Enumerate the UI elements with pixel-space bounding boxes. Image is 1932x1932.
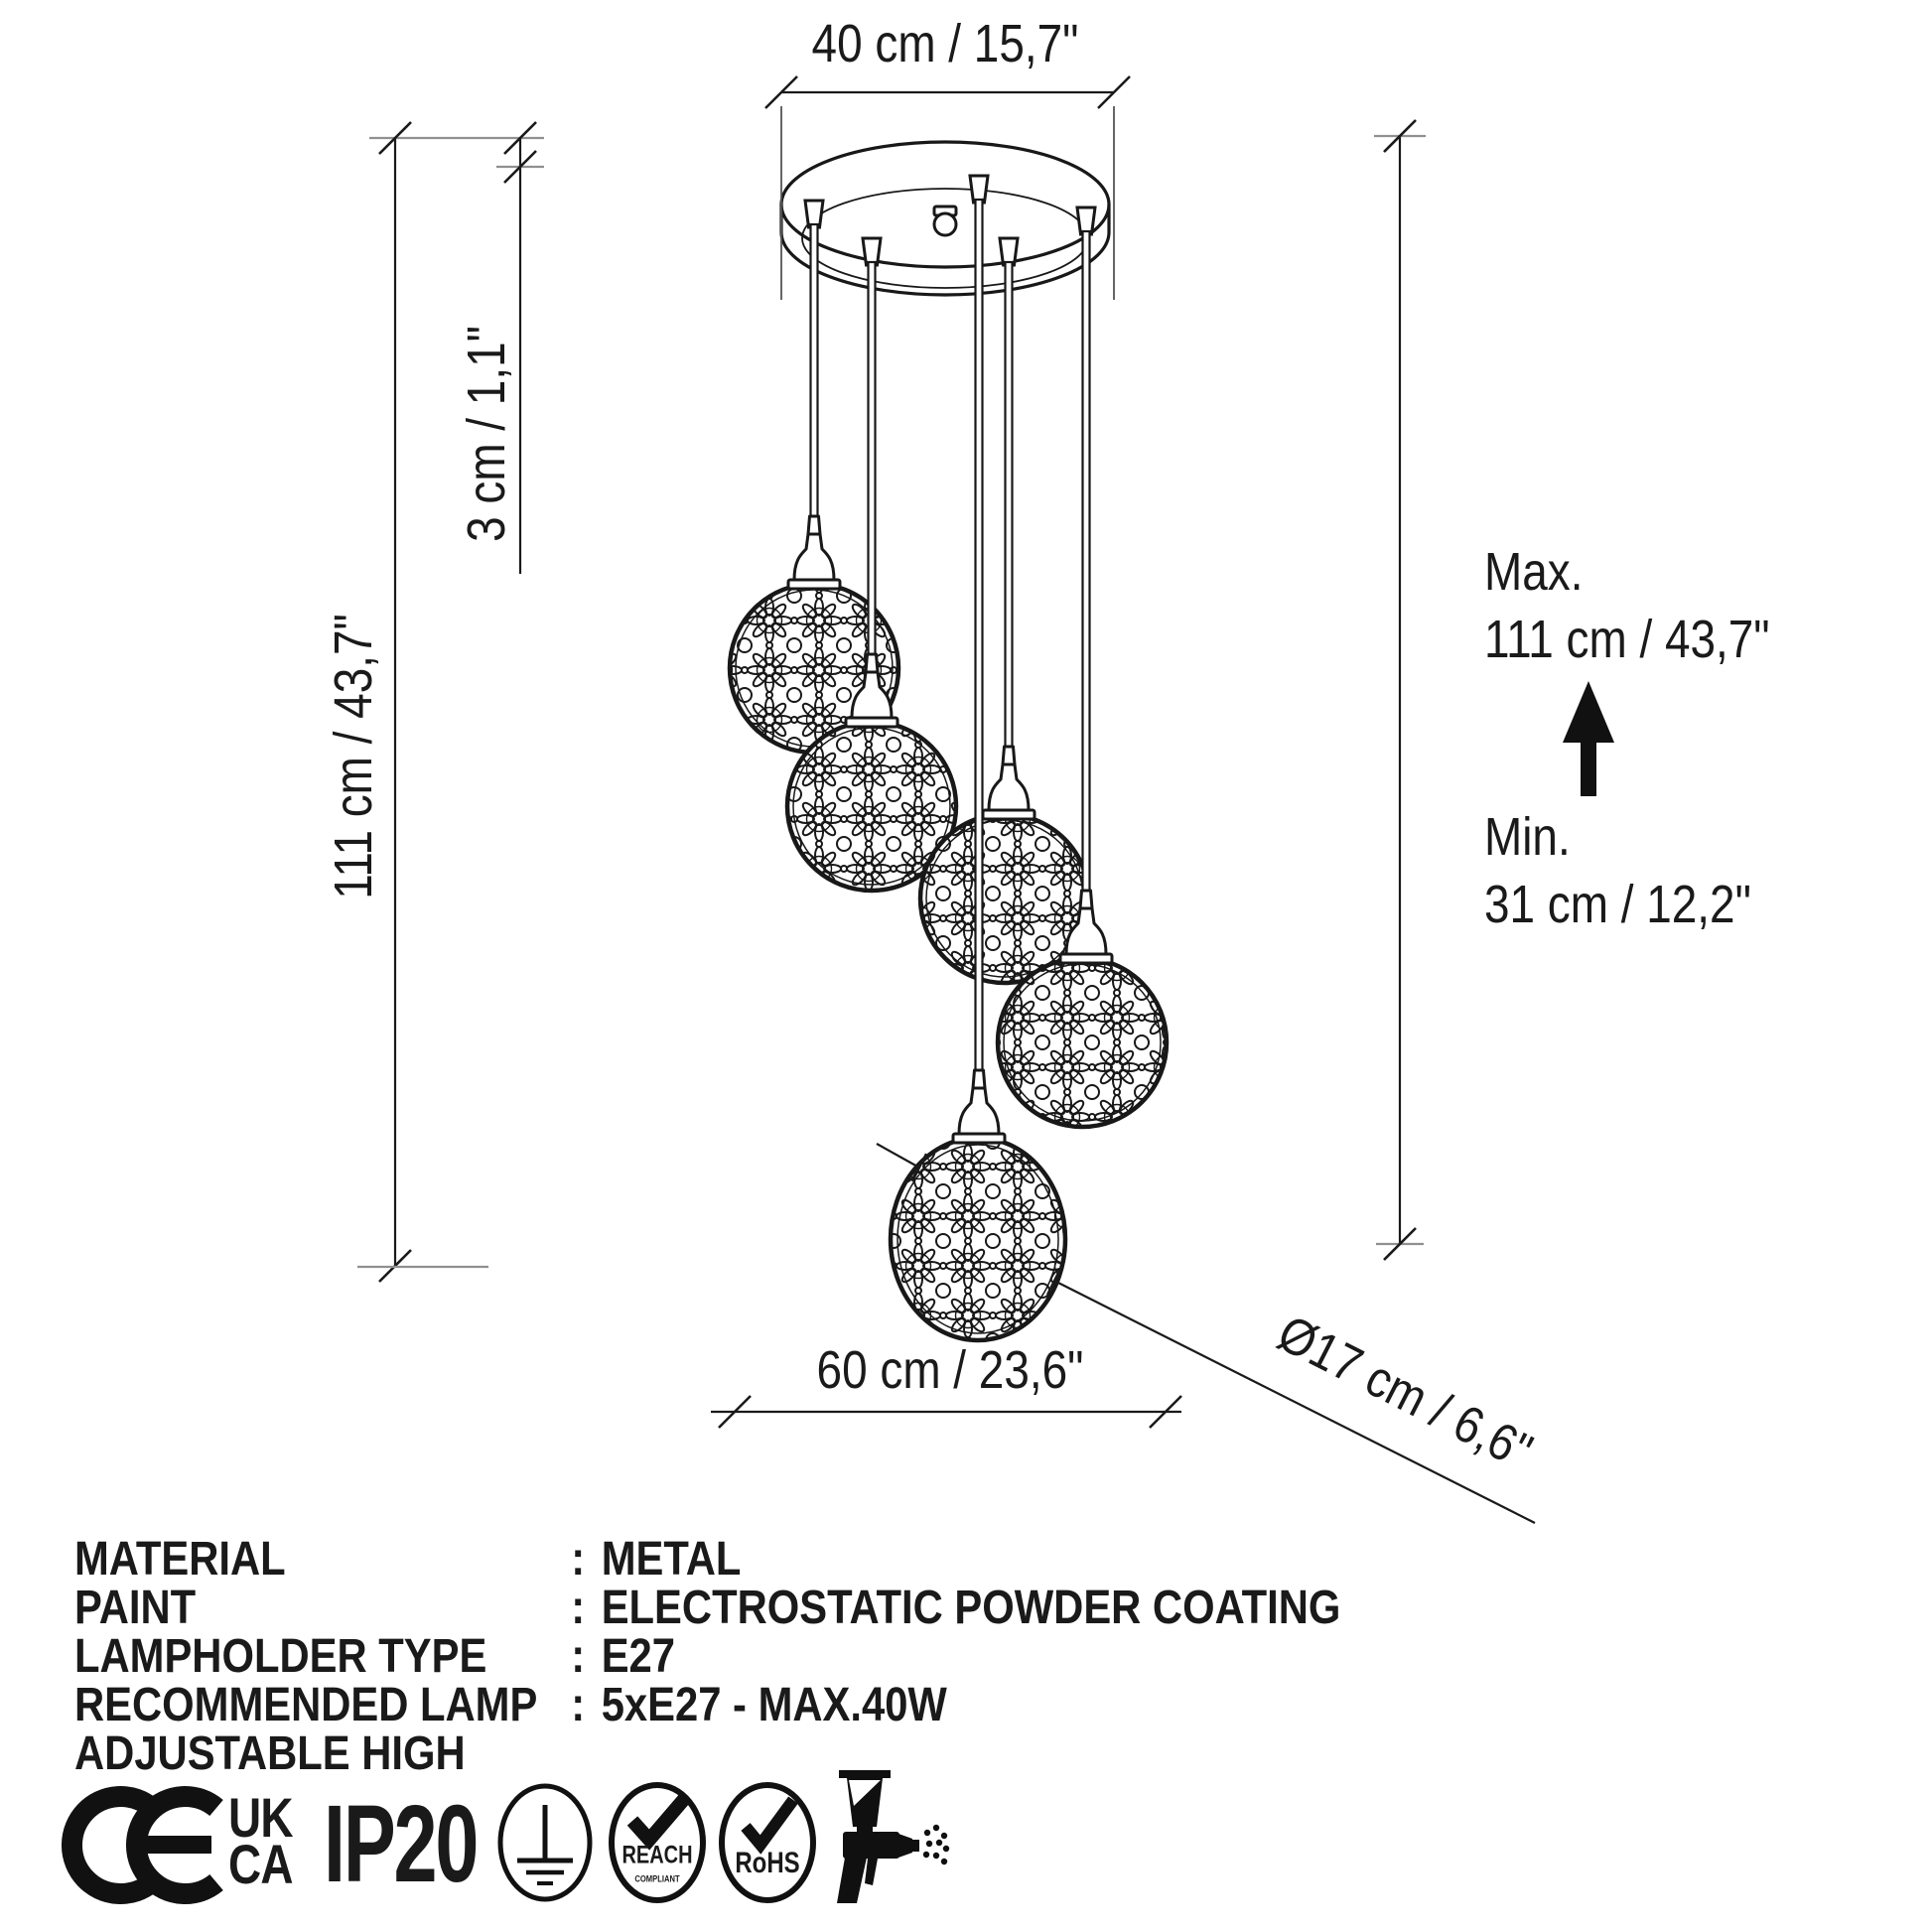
globe-shade-5 — [891, 1138, 1065, 1340]
dim-top-width: 40 cm / 15,7" — [811, 14, 1079, 73]
spec-row-lampholder — [74, 1632, 1340, 1681]
spec-row-adjustable-high — [74, 1729, 1340, 1778]
spray-dots — [923, 1825, 949, 1864]
rohs-icon — [722, 1785, 813, 1900]
max-label: Max. — [1484, 542, 1584, 602]
reach-label: REACH — [621, 1841, 693, 1869]
arrow-up-icon — [1563, 681, 1614, 796]
spec-label: LAMPHOLDER TYPE — [74, 1630, 487, 1683]
dim-canopy-height: 3 cm / 1,1" — [457, 326, 516, 542]
spec-value: E27 — [601, 1630, 676, 1683]
spec-separator: : — [571, 1582, 586, 1634]
max-value: 111 cm / 43,7" — [1484, 610, 1770, 669]
ce-mark-icon — [71, 1797, 216, 1894]
min-value: 31 cm / 12,2" — [1484, 875, 1751, 934]
spec-separator: : — [571, 1533, 586, 1586]
lamp-socket-5 — [953, 1070, 1005, 1143]
dim-total-height: 111 cm / 43,7" — [324, 614, 383, 899]
spec-row-recommended-lamp — [74, 1681, 1340, 1729]
spray-gun-icon — [837, 1770, 949, 1903]
spec-value: ELECTROSTATIC POWDER COATING — [601, 1582, 1341, 1634]
spec-label: MATERIAL — [74, 1533, 286, 1586]
ip20-rating: IP20 — [324, 1783, 478, 1905]
canopy-screw — [934, 207, 956, 235]
spec-label: ADJUSTABLE HIGH — [74, 1727, 466, 1780]
spec-row-paint — [74, 1584, 1340, 1632]
ukca-line2: CA — [228, 1833, 293, 1895]
min-label: Min. — [1484, 807, 1571, 867]
spec-value: METAL — [601, 1533, 742, 1586]
reach-sublabel: COMPLIANT — [634, 1873, 680, 1885]
ceiling-canopy — [781, 142, 1109, 295]
spec-table — [74, 1535, 1530, 1778]
ukca-mark — [228, 1786, 293, 1895]
dim-cluster-width: 60 cm / 23,6" — [816, 1340, 1084, 1400]
spec-row-material — [74, 1535, 1340, 1584]
lamp-socket-1 — [788, 516, 840, 589]
dim-shade-diameter: Ø17 cm / 6,6" — [1268, 1305, 1542, 1481]
rohs-label: RoHS — [735, 1847, 800, 1879]
spec-separator — [571, 1729, 601, 1778]
lamp-socket-3 — [983, 747, 1035, 819]
ukca-line1: UK — [228, 1786, 293, 1849]
globe-shade-4 — [998, 958, 1167, 1127]
spec-separator: : — [571, 1679, 586, 1731]
spec-separator: : — [571, 1630, 586, 1683]
spec-label: RECOMMENDED LAMP — [74, 1679, 538, 1731]
spec-label: PAINT — [74, 1582, 197, 1634]
earth-ground-icon — [500, 1786, 590, 1899]
spec-value: 5xE27 - MAX.40W — [601, 1679, 947, 1731]
